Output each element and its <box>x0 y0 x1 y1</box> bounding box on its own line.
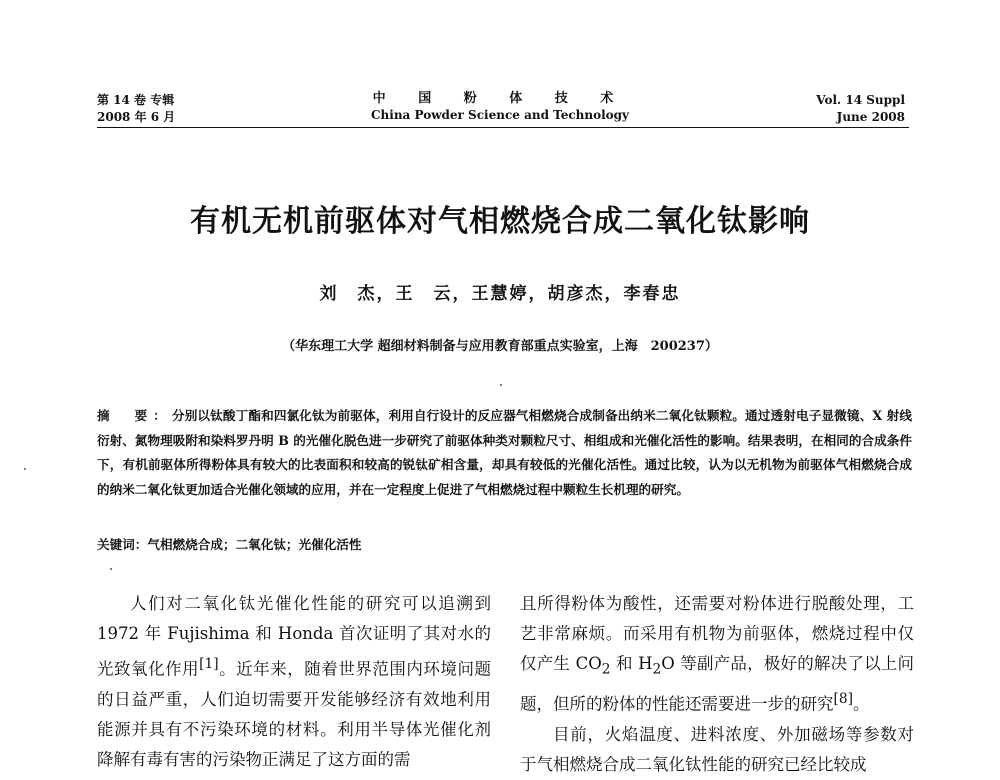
journal-name-en: China Powder Science and Technology <box>370 108 630 122</box>
volume-en: Vol. 14 Suppl <box>816 93 905 107</box>
citation-ref: [1] <box>199 656 219 672</box>
subscript: 2 <box>601 661 611 678</box>
body-column-right <box>520 589 914 780</box>
paragraph-text: 人们对二氧化钛光催化性能的研究可以追溯到 1972 年 Fujishima 和 Honda 首次证明了其对水的光致氧化作用 <box>97 594 491 679</box>
abstract <box>97 404 912 502</box>
running-header-right <box>816 92 905 126</box>
journal-name-cn: 中 国 粉 体 技 术 <box>372 91 628 106</box>
subscript: 2 <box>652 661 662 678</box>
body-paragraph <box>520 589 914 720</box>
date-en: June 2008 <box>836 110 905 124</box>
scan-speck <box>24 468 26 470</box>
citation-ref: [8] <box>833 691 853 708</box>
scan-speck <box>110 568 112 570</box>
scan-speck <box>500 384 502 386</box>
keywords-text: 气相燃烧合成；二氧化钛；光催化活性 <box>147 537 362 552</box>
affiliation: （华东理工大学 超细材料制备与应用教育部重点实验室，上海 200237） <box>282 339 718 354</box>
volume-cn: 第 14 卷 专辑 <box>97 93 175 107</box>
body-paragraph: 目前，火焰温度、进料浓度、外加磁场等参数对于气相燃烧合成二氧化钛性能的研究已经比较成 <box>520 724 914 774</box>
paragraph-text: 且所得粉体为酸性，还需要对粉体进行脱酸处理，工艺非常麻烦。而采用有机物为前驱体，燃烧过程中仅仅产生 CO <box>520 594 914 673</box>
body-paragraph <box>97 589 491 775</box>
paragraph-text: O 等副产品，极好的解决了以上问题，但所的粉体的性能还需要进一步的研究 <box>520 654 914 714</box>
abstract-label: 摘 要： <box>97 408 172 423</box>
date-cn: 2008 年 6 月 <box>97 110 176 124</box>
paragraph-text: 。 <box>852 694 870 714</box>
keywords-label: 关键词： <box>97 537 148 552</box>
author-list: 刘 杰，王 云，王慧婷，胡彦杰，李春忠 <box>319 284 681 304</box>
header-rule <box>97 127 909 128</box>
body-column-left <box>97 589 491 775</box>
abstract-text: 分别以钛酸丁酯和四氯化钛为前驱体，利用自行设计的反应器气相燃烧合成制备出纳米二氧化钛颗粒。通过透射电子显微镜、X 射线衍射、氮物理吸附和染料罗丹明 B 的光催化脱色进一步研究了前驱体种类对颗粒尺寸、相组成和光催化活性的影响。结果表明，在相同的合成条件下，有机前驱体所得粉体具有较大的比表面积和较高的锐钛矿相含量，却具有较低的光催化活性。通过比较，认为以无机物为前驱体气相燃烧合成的纳米二氧化钛更加适合光催化领域的应用，并在一定程度上促进了气相燃烧过程中颗粒生长机理的研究。 <box>97 408 913 497</box>
paragraph-text: 和 H <box>610 654 653 673</box>
article-title: 有机无机前驱体对气相燃烧合成二氧化钛影响 <box>190 204 810 239</box>
keywords <box>97 536 912 554</box>
paragraph-text: 。近年来，随着世界范围内环境问题的日益严重，人们迫切需要开发能够经济有效地利用能源并具有不污染环境的材料。利用半导体光催化剂降解有毒有害的污染物正满足了这方面的需 <box>97 659 491 769</box>
